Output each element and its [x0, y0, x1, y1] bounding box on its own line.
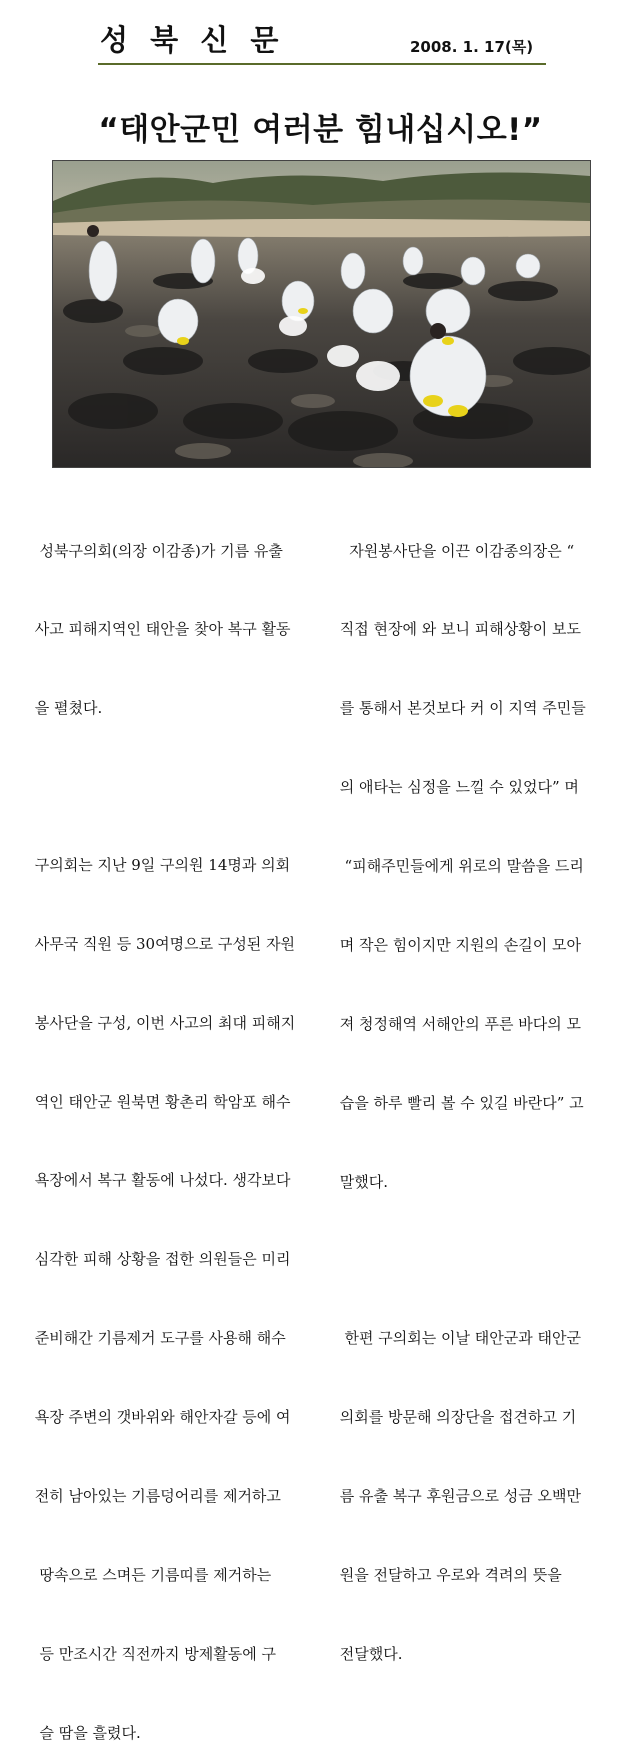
paragraph-line: 져 청정해역 서해안의 푸른 바다의 모	[335, 1014, 581, 1033]
volunteers-cleaning-oil-spill-photo	[52, 160, 591, 468]
paragraph-line: 사고 피해지역인 태안을 찾아 복구 활동	[30, 620, 291, 639]
paragraph-line: 직접 현장에 와 보니 피해상황이 보도	[335, 620, 581, 639]
paragraph-line: 원을 전달하고 우로와 격려의 뜻을	[335, 1565, 562, 1584]
paragraph-line: 며 작은 힘이지만 지원의 손길이 모아	[335, 936, 581, 955]
paragraph-line: 욕장에서 복구 활동에 나섰다. 생각보다	[30, 1171, 291, 1190]
paragraph-line: 욕장 주변의 갯바위와 해안자갈 등에 여	[30, 1408, 291, 1427]
paragraph-line: 성북구의회(의장 이감종)가 기름 유출	[30, 541, 283, 560]
paragraph-line: 름 유출 복구 후원금으로 성금 오백만	[335, 1486, 581, 1505]
paragraph-line: 말했다.	[335, 1172, 389, 1191]
paragraph-line: 준비해간 기름제거 도구를 사용해 해수	[30, 1329, 286, 1348]
paragraph-line: 역인 태안군 원북면 황촌리 학암포 해수	[30, 1092, 291, 1111]
paragraph-line: 한편 구의회는 이날 태안군과 태안군	[335, 1329, 581, 1348]
newspaper-masthead: 성 북 신 문	[100, 23, 285, 57]
paragraph-line: 봉사단을 구성, 이번 사고의 최대 피해지	[30, 1013, 296, 1032]
paragraph-line: 을 펼쳤다.	[30, 699, 103, 718]
paragraph-line: 슬 땀을 흘렸다.	[30, 1723, 141, 1742]
paragraph-line: 의 애타는 심정을 느낄 수 있었다” 며	[335, 778, 579, 797]
paragraph-line: 심각한 피해 상황을 접한 의원들은 미리	[30, 1250, 291, 1269]
article-headline: “태안군민 여러분 힘내십시오!”	[98, 112, 543, 148]
paragraph-line: “피해주민들에게 위로의 말씀을 드리	[335, 857, 584, 876]
paragraph-line: 습을 하루 빨리 볼 수 있길 바란다” 고	[335, 1093, 584, 1112]
paragraph-line: 의회를 방문해 의장단을 접견하고 기	[335, 1408, 577, 1427]
paragraph-line: 를 통해서 본것보다 커 이 지역 주민들	[335, 699, 586, 718]
paragraph-line: 땅속으로 스며든 기름띠를 제거하는	[30, 1565, 272, 1584]
paragraph-line: 등 만조시간 직전까지 방제활동에 구	[30, 1644, 276, 1663]
paragraph-line: 전히 남아있는 기름덩어리를 제거하고	[30, 1486, 281, 1505]
article-right-column	[335, 485, 635, 1693]
paragraph-line: 전달했다.	[335, 1644, 403, 1663]
masthead-divider	[98, 63, 546, 65]
paragraph-line: 구의회는 지난 9일 구의원 14명과 의회	[30, 855, 291, 874]
article-left-column	[30, 485, 330, 1762]
paragraph-line: 자원봉사단을 이끈 이감종의장은 “	[335, 541, 575, 560]
issue-date: 2008. 1. 17(목)	[410, 38, 534, 56]
paragraph-line: 사무국 직원 등 30여명으로 구성된 자원	[30, 934, 296, 953]
